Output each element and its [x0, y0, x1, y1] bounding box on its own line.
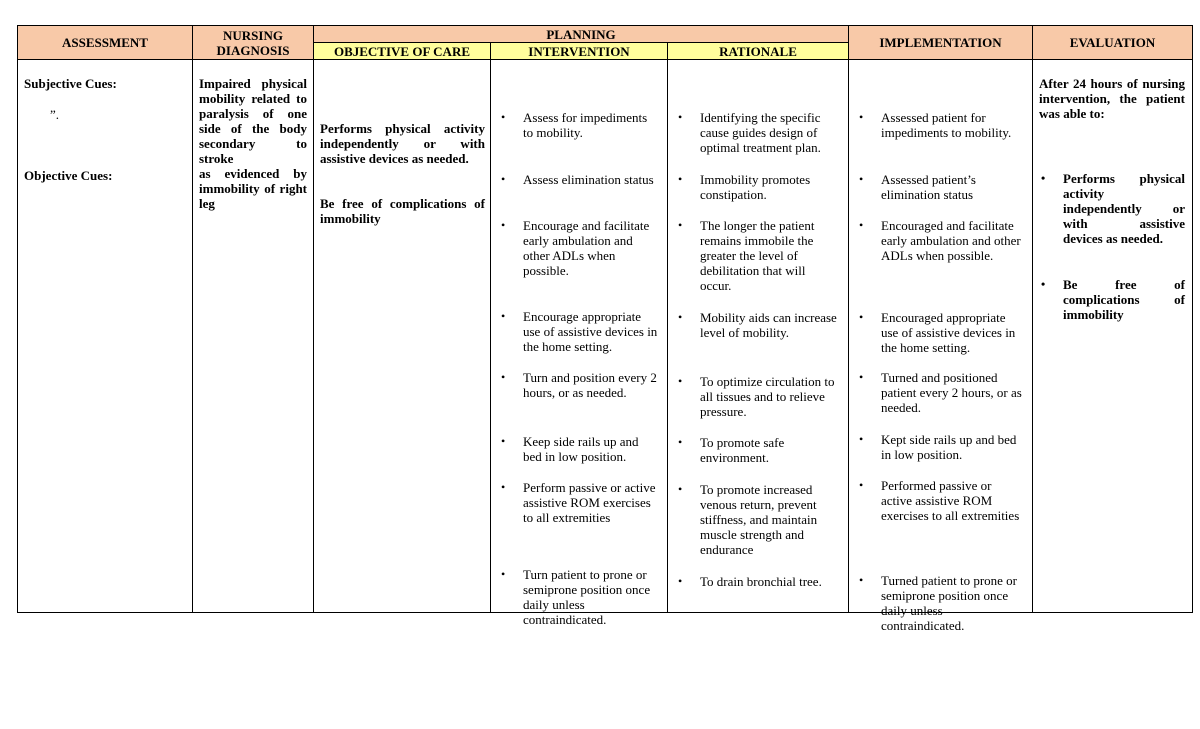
text-line: immobility of right — [199, 181, 307, 196]
text-line: mobility related to — [199, 91, 307, 106]
bullet-icon: • — [678, 110, 683, 124]
intervention-text — [523, 370, 661, 400]
text-line: To promote safe — [700, 435, 785, 450]
bullet-icon: • — [678, 310, 683, 324]
bullet-icon: • — [678, 574, 683, 588]
bullet-icon: • — [859, 478, 864, 492]
text-line: in low position. — [881, 447, 963, 462]
intervention-column — [491, 60, 668, 627]
text-line: Keep side rails up and — [523, 434, 639, 449]
bullet-icon: • — [859, 370, 864, 384]
bullet-icon: • — [678, 374, 683, 388]
bullet-icon: • — [859, 172, 864, 186]
bullet-icon: • — [501, 110, 506, 124]
text-line: Perform passive or active — [523, 480, 656, 495]
text-line: Assessed patient for — [881, 110, 986, 125]
intervention-text — [523, 480, 661, 525]
rationale-text — [700, 574, 842, 589]
implementation-text — [881, 573, 1027, 633]
header-evaluation-label: EVALUATION — [1069, 35, 1156, 50]
subjective-cues-label: Subjective Cues: — [24, 76, 117, 91]
text-line: hours, or as needed. — [523, 385, 627, 400]
text-line: assistive devices as needed. — [320, 151, 469, 166]
evaluation-column — [1033, 60, 1192, 612]
text-line: To promote increased — [700, 482, 813, 497]
rationale-text — [700, 310, 842, 340]
intervention-text — [523, 218, 661, 278]
text-line: ADLs when possible. — [881, 248, 994, 263]
text-line: Assess for impediments — [523, 110, 648, 125]
bullet-icon: • — [678, 172, 683, 186]
text-line: independently or with — [320, 136, 485, 151]
text-line: paralysis of one — [199, 106, 307, 121]
header-nursing-diagnosis-line1: NURSING — [223, 27, 283, 43]
evaluation-intro — [1039, 76, 1185, 121]
header-objective-of-care-label: OBJECTIVE OF CARE — [333, 43, 471, 59]
text-line: bed in low position. — [523, 449, 627, 464]
text-line: Identifying the specific — [700, 110, 821, 125]
text-line: daily unless — [523, 597, 585, 612]
text-line: Encourage appropriate — [523, 309, 642, 324]
text-line: debilitation that will — [700, 263, 806, 278]
rationale-text — [700, 374, 842, 419]
evaluation-text — [1063, 277, 1185, 322]
intervention-text — [523, 110, 661, 140]
text-line: Performs physical — [1063, 171, 1185, 186]
text-line: Be free of complications of — [320, 196, 485, 211]
text-line: Encouraged appropriate — [881, 310, 1006, 325]
text-line: Kept side rails up and bed — [881, 432, 1017, 447]
text-line: Impaired physical — [199, 76, 307, 91]
text-line: leg — [199, 196, 215, 211]
nursing-diagnosis-text — [199, 76, 307, 211]
text-line: Assessed patient’s — [881, 172, 976, 187]
text-line: endurance — [700, 542, 754, 557]
text-line: venous return, prevent — [700, 497, 817, 512]
bullet-icon: • — [678, 482, 683, 496]
text-line: as evidenced by — [199, 166, 307, 181]
implementation-text — [881, 432, 1027, 462]
text-line: optimal treatment plan. — [700, 140, 821, 155]
header-planning — [314, 26, 849, 43]
text-line: Performed passive or — [881, 478, 992, 493]
header-implementation-label: IMPLEMENTATION — [879, 35, 1002, 50]
implementation-column — [849, 60, 1033, 633]
text-line: muscle strength and — [700, 527, 804, 542]
text-line: impediments to mobility. — [881, 125, 1012, 140]
text-line: Turn patient to prone or — [523, 567, 647, 582]
text-line: all tissues and to relieve — [700, 389, 825, 404]
subjective-cues-value: ”. — [50, 107, 60, 122]
text-line: needed. — [881, 400, 922, 415]
text-line: Performs physical activity — [320, 121, 485, 136]
text-line: other ADLs when — [523, 248, 616, 263]
nursing-diagnosis-column — [193, 60, 314, 612]
text-line: devices as needed. — [1063, 231, 1164, 246]
nursing-care-plan-table — [17, 25, 1193, 633]
bullet-icon: • — [501, 218, 506, 232]
text-line: secondary to stroke — [199, 136, 307, 166]
intervention-text — [523, 434, 661, 464]
text-line: elimination status — [881, 187, 974, 202]
text-line: environment. — [700, 450, 769, 465]
header-nursing-diagnosis — [193, 26, 314, 60]
bullet-icon: • — [501, 370, 506, 384]
bullet-icon: • — [1041, 277, 1046, 291]
text-line: The longer the patient — [700, 218, 815, 233]
text-line: assistive ROM exercises — [523, 495, 651, 510]
text-line: stiffness, and maintain — [700, 512, 818, 527]
text-line: Immobility promotes — [700, 172, 811, 187]
text-line: early ambulation and other — [881, 233, 1021, 248]
text-line: patient every 2 hours, or as — [881, 385, 1022, 400]
implementation-text — [881, 218, 1027, 263]
text-line: activity — [1063, 186, 1105, 201]
text-line: immobility — [320, 211, 381, 226]
header-planning-label: PLANNING — [546, 26, 616, 42]
bullet-icon: • — [859, 218, 864, 232]
header-rationale — [668, 43, 849, 60]
text-line: use of assistive devices in — [523, 324, 658, 339]
bullet-icon: • — [859, 432, 864, 446]
bullet-icon: • — [501, 480, 506, 494]
text-line: Assess elimination status — [523, 172, 654, 187]
bullet-icon: • — [678, 435, 683, 449]
implementation-text — [881, 172, 1027, 202]
rationale-text — [700, 172, 842, 202]
assessment-column — [18, 60, 193, 612]
text-line: independently or — [1063, 201, 1185, 216]
text-line: cause guides design of — [700, 125, 818, 140]
text-line: Turned patient to prone or — [881, 573, 1017, 588]
text-line: exercises to all extremities — [881, 508, 1020, 523]
header-intervention — [491, 43, 668, 60]
text-line: contraindicated. — [881, 618, 965, 633]
bullet-icon: • — [501, 434, 506, 448]
header-assessment-label: ASSESSMENT — [62, 35, 148, 50]
text-line: to all extremities — [523, 510, 611, 525]
text-line: early ambulation and — [523, 233, 633, 248]
objective-cues-label: Objective Cues: — [24, 168, 113, 183]
text-line: Encouraged and facilitate — [881, 218, 1014, 233]
bullet-icon: • — [501, 172, 506, 186]
text-line: pressure. — [700, 404, 747, 419]
objective-of-care-column — [314, 60, 491, 612]
bullet-icon: • — [501, 567, 506, 581]
text-line: immobility — [1063, 307, 1124, 322]
header-assessment — [18, 26, 193, 60]
bullet-icon: • — [678, 218, 683, 232]
rationale-text — [700, 435, 842, 465]
bullet-icon: • — [859, 573, 864, 587]
intervention-text — [523, 309, 661, 354]
header-intervention-label: INTERVENTION — [528, 43, 630, 59]
text-line: Mobility aids can increase — [700, 310, 837, 325]
text-line: occur. — [700, 278, 732, 293]
header-objective-of-care — [314, 43, 491, 60]
intervention-text — [523, 567, 661, 627]
text-line: Turned and positioned — [881, 370, 998, 385]
text-line: contraindicated. — [523, 612, 607, 627]
header-implementation — [849, 26, 1033, 60]
text-line: semiprone position once — [523, 582, 651, 597]
text-line: To optimize circulation to — [700, 374, 835, 389]
text-line: with assistive — [1063, 216, 1185, 231]
text-line: was able to: — [1039, 106, 1105, 121]
intervention-text — [523, 172, 661, 187]
text-line: the home setting. — [523, 339, 613, 354]
evaluation-text — [1063, 171, 1185, 246]
header-rationale-label: RATIONALE — [719, 43, 797, 59]
text-line: greater the level of — [700, 248, 798, 263]
bullet-icon: • — [859, 310, 864, 324]
text-line: After 24 hours of nursing — [1039, 76, 1185, 91]
text-line: Turn and position every 2 — [523, 370, 657, 385]
text-line: side of the body — [199, 121, 307, 136]
header-nursing-diagnosis-line2: DIAGNOSIS — [216, 42, 290, 58]
implementation-text — [881, 310, 1027, 355]
rationale-text — [700, 482, 842, 557]
bullet-icon: • — [859, 110, 864, 124]
text-line: possible. — [523, 263, 569, 278]
implementation-text — [881, 478, 1027, 523]
text-line: daily unless — [881, 603, 943, 618]
text-line: active assistive ROM — [881, 493, 993, 508]
bullet-icon: • — [1041, 171, 1046, 185]
text-line: To drain bronchial tree. — [700, 574, 822, 589]
bullet-icon: • — [501, 309, 506, 323]
text-line: intervention, the patient — [1039, 91, 1185, 106]
text-line: complications of — [1063, 292, 1185, 307]
rationale-column — [668, 60, 849, 612]
text-line: semiprone position once — [881, 588, 1009, 603]
objective-free-of-complications — [320, 196, 485, 226]
objective-performs-activity — [320, 121, 485, 166]
header-evaluation — [1033, 26, 1192, 60]
implementation-text — [881, 370, 1027, 415]
text-line: use of assistive devices in — [881, 325, 1016, 340]
rationale-text — [700, 218, 842, 293]
text-line: to mobility. — [523, 125, 583, 140]
rationale-text — [700, 110, 842, 155]
text-line: remains immobile the — [700, 233, 814, 248]
implementation-text — [881, 110, 1027, 140]
text-line: level of mobility. — [700, 325, 790, 340]
text-line: constipation. — [700, 187, 767, 202]
text-line: Be free of — [1063, 277, 1185, 292]
text-line: the home setting. — [881, 340, 971, 355]
text-line: Encourage and facilitate — [523, 218, 650, 233]
